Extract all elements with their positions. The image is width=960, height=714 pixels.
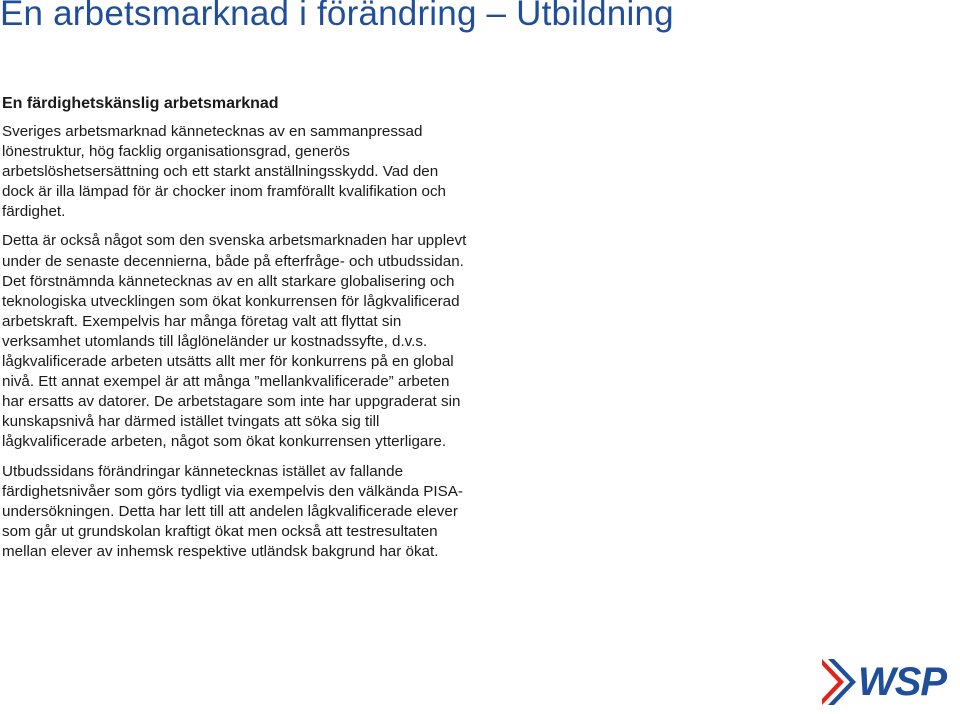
- wsp-chevron-icon: [822, 659, 856, 705]
- wsp-logo: [822, 652, 956, 712]
- section-heading: En färdighetskänslig arbetsmarknad: [2, 95, 279, 112]
- paragraph-3: Utbudssidans förändringar kännetecknas istället av fallande färdighetsnivåer som görs tydligt via exempelvis den välkända PISA-undersökningen. Detta har lett till att andelen lågkvalificerade elever som går ut grundskolan kraftigt ökat men också att testresultaten mellan elever av inhemsk respektive utländsk bakgrund har ökat.: [2, 462, 463, 560]
- document-body: [2, 93, 472, 562]
- paragraph-1: Sveriges arbetsmarknad kännetecknas av en sammanpressad lönestruktur, hög facklig organisationsgrad, generös arbetslöshetsersättning och ett starkt anställningsskydd. Vad den dock är illa lämpad för är chocker inom framförallt kvalifikation och färdighet.: [2, 123, 446, 221]
- paragraph-2: Detta är också något som den svenska arbetsmarknaden har upplevt under de senaste decennierna, både på efterfråge- och utbudssidan. Det förstnämnda kännetecknas av en allt starkare globalisering och teknologiska utvecklingen som ökat konkurrensen för lågkvalificerad arbetskraft. Exempelvis har många företag valt att flyttat sin verksamhet utomlands till låglöneländer ur kostnadssyfte, d.v.s. lågkvalificerade arbeten utsätts allt mer för konkurrens på en global nivå. Ett annat exempel är att många ”mellankvalificerade” arbeten har ersatts av datorer. De arbetstagare som inte har uppgraderat sin kunskapsnivå har därmed istället tvingats att söka sig till lågkvalificerade arbeten, något som ökat konkurrensen ytterligare.: [2, 232, 467, 451]
- logo-text: WSP: [858, 659, 947, 704]
- page-title: En arbetsmarknad i förändring – Utbildning: [0, 0, 674, 33]
